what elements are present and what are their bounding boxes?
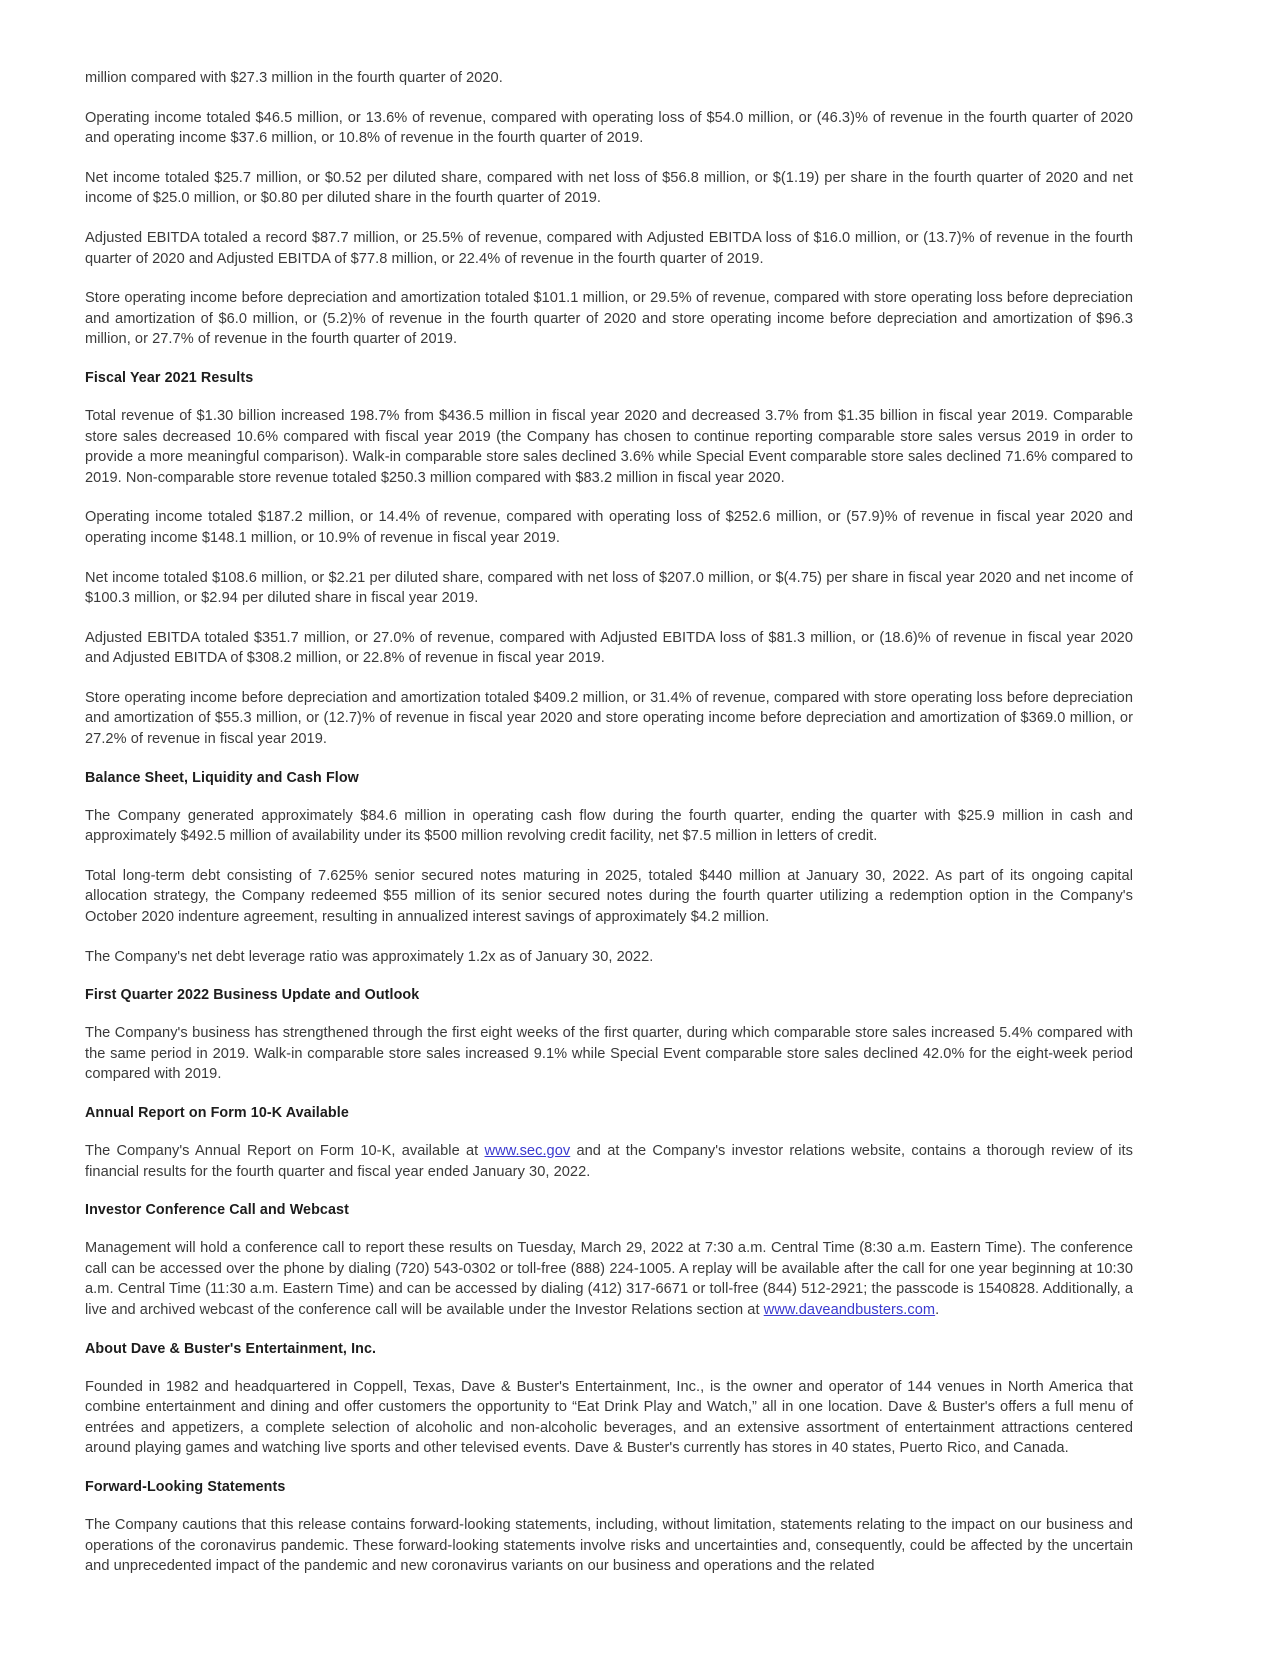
heading-forward-looking-statements: Forward-Looking Statements bbox=[85, 1478, 286, 1495]
paragraph-fy-total-revenue: Total revenue of $1.30 billion increased 198.7% from $436.5 million in fiscal year 2020 and decreased 3.7% from $1.35 billion in fiscal year 2019. Comparable store sales decreased 10.6% compared with fiscal year 2019 (the Company has chosen to continue reporting comparable store sales versus 2019 in order to provide a more meaningful comparison). Walk-in comparable store sales declined 3.6% while Special Event comparable store sales declined 71.6% compared to 2019. Non-comparable store revenue totaled $250.3 million compared with $83.2 million in fiscal year 2020. bbox=[85, 407, 1133, 486]
heading-fiscal-year-2021-results: Fiscal Year 2021 Results bbox=[85, 369, 254, 386]
paragraph-operating-cash-flow: The Company generated approximately $84.6 million in operating cash flow during the fourth quarter, ending the quarter with $25.9 million in cash and approximately $492.5 million of availability under its $500 million revolving credit facility, net $7.5 million in letters of credit. bbox=[85, 807, 1133, 845]
paragraph-annual-report-availability-text-after: and at the Company's investor relations website, contains a thorough review of its financial results for the fourth quarter and fiscal year ended January 30, 2022. bbox=[85, 1143, 1133, 1180]
heading-first-quarter-2022-outlook: First Quarter 2022 Business Update and Outlook bbox=[85, 987, 420, 1004]
paragraph-fy-adjusted-ebitda: Adjusted EBITDA totaled $351.7 million, or 27.0% of revenue, compared with Adjusted EBITDA loss of $81.3 million, or (18.6)% of revenue in fiscal year 2020 and Adjusted EBITDA of $308.2 million, or 22.8% of revenue in fiscal year 2019. bbox=[85, 629, 1133, 667]
paragraph-q4-adjusted-ebitda: Adjusted EBITDA totaled a record $87.7 million, or 25.5% of revenue, compared with Adjusted EBITDA loss of $16.0 million, or (13.7)% of revenue in the fourth quarter of 2020 and Adjusted EBITDA of $77.8 million, or 22.4% of revenue in the fourth quarter of 2019. bbox=[85, 229, 1133, 267]
paragraph-about-company: Founded in 1982 and headquartered in Coppell, Texas, Dave & Buster's Entertainment, Inc., is the owner and operator of 144 venues in North America that combine entertainment and dining and offer customers the opportunity to “Eat Drink Play and Watch,” all in one location. Dave & Buster's offers a full menu of entrées and appetizers, a complete selection of alcoholic and non-alcoholic beverages, and an extensive assortment of entertainment attractions centered around playing games and watching live sports and other televised events. Dave & Buster's currently has stores in 40 states, Puerto Rico, and Canada. bbox=[85, 1378, 1133, 1457]
paragraph-q4-revenue-continued: million compared with $27.3 million in the fourth quarter of 2020. bbox=[85, 70, 503, 86]
paragraph-q1-2022-business-update: The Company's business has strengthened through the first eight weeks of the first quarter, during which comparable store sales increased 5.4% compared with the same period in 2019. Walk-in comparable store sales increased 9.1% while Special Event comparable store sales declined 42.0% for the eight-week period compared with 2019. bbox=[85, 1025, 1133, 1083]
paragraph-conference-call-details bbox=[85, 1238, 1133, 1320]
paragraph-annual-report-availability-text-before: The Company's Annual Report on Form 10-K, available at bbox=[85, 1143, 485, 1159]
paragraph-fy-store-operating-income: Store operating income before depreciation and amortization totaled $409.2 million, or 31.4% of revenue, compared with store operating loss before depreciation and amortization of $55.3 million, or (12.7)% of revenue in fiscal year 2020 and store operating income before depreciation and amortization of $369.0 million, or 27.2% of revenue in fiscal year 2019. bbox=[85, 689, 1133, 748]
paragraph-conference-call-details-text-before: Management will hold a conference call to report these results on Tuesday, March 29, 2022 at 7:30 a.m. Central Time (8:30 a.m. Eastern Time). The conference call can be accessed over the phone by dialing (720) 543-0302 or toll-free (888) 224-1005. A replay will be available after the call for one year beginning at 10:30 a.m. Central Time (11:30 a.m. Eastern Time) and can be accessed by dialing (412) 317-6671 or toll-free (844) 512-2921; the passcode is 1540828. Additionally, a live and archived webcast of the conference call will be available under the Investor Relations section at bbox=[85, 1240, 1133, 1318]
heading-annual-report-10k: Annual Report on Form 10-K Available bbox=[85, 1105, 349, 1121]
heading-balance-sheet-liquidity-cash-flow: Balance Sheet, Liquidity and Cash Flow bbox=[85, 769, 359, 786]
heading-about-dave-and-busters: About Dave & Buster's Entertainment, Inc. bbox=[85, 1340, 377, 1357]
paragraph-forward-looking-statements: The Company cautions that this release contains forward-looking statements, including, without limitation, statements relating to the impact on our business and operations of the coronavirus pandemic. These forward-looking statements involve risks and uncertainties and, consequently, could be affected by the uncertain and unprecedented impact of the pandemic and new coronavirus variants on our business and operations and the related bbox=[85, 1516, 1133, 1575]
paragraph-fy-net-income: Net income totaled $108.6 million, or $2.21 per diluted share, compared with net loss of $207.0 million, or $(4.75) per share in fiscal year 2020 and net income of $100.3 million, or $2.94 per diluted share in fiscal year 2019. bbox=[85, 569, 1133, 607]
paragraph-conference-call-details-text-after: . bbox=[935, 1301, 940, 1318]
paragraph-long-term-debt: Total long-term debt consisting of 7.625% senior secured notes maturing in 2025, totaled $440 million at January 30, 2022. As part of its ongoing capital allocation strategy, the Company redeemed $55 million of its senior secured notes during the fourth quarter utilizing a redemption option in the Company's October 2020 indenture agreement, resulting in annualized interest savings of approximately $4.2 million. bbox=[85, 867, 1133, 926]
paragraph-conference-call-details-hyperlink[interactable]: www.daveandbusters.com bbox=[763, 1301, 936, 1318]
page-top-edge bbox=[0, 0, 1280, 3]
document-content bbox=[85, 68, 1133, 1596]
paragraph-q4-store-operating-income: Store operating income before depreciation and amortization totaled $101.1 million, or 29.5% of revenue, compared with store operating loss before depreciation and amortization of $6.0 million, or (5.2)% of revenue in the fourth quarter of 2020 and store operating income before depreciation and amortization of $96.3 million, or 27.7% of revenue in the fourth quarter of 2019. bbox=[85, 290, 1133, 348]
heading-investor-conference-call: Investor Conference Call and Webcast bbox=[85, 1202, 349, 1219]
paragraph-annual-report-availability bbox=[85, 1141, 1133, 1182]
paragraph-fy-operating-income: Operating income totaled $187.2 million, or 14.4% of revenue, compared with operating loss of $252.6 million, or (57.9)% of revenue in fiscal year 2020 and operating income $148.1 million, or 10.9% of revenue in fiscal year 2019. bbox=[85, 509, 1133, 546]
paragraph-annual-report-availability-hyperlink[interactable]: www.sec.gov bbox=[484, 1143, 571, 1159]
paragraph-q4-operating-income: Operating income totaled $46.5 million, or 13.6% of revenue, compared with operating loss of $54.0 million, or (46.3)% of revenue in the fourth quarter of 2020 and operating income $37.6 million, or 10.8% of revenue in the fourth quarter of 2019. bbox=[85, 109, 1133, 147]
paragraph-net-debt-leverage-ratio: The Company's net debt leverage ratio was approximately 1.2x as of January 30, 2022. bbox=[85, 948, 654, 965]
paragraph-q4-net-income: Net income totaled $25.7 million, or $0.52 per diluted share, compared with net loss of $56.8 million, or $(1.19) per share in the fourth quarter of 2020 and net income of $25.0 million, or $0.80 per diluted share in the fourth quarter of 2019. bbox=[85, 169, 1133, 207]
